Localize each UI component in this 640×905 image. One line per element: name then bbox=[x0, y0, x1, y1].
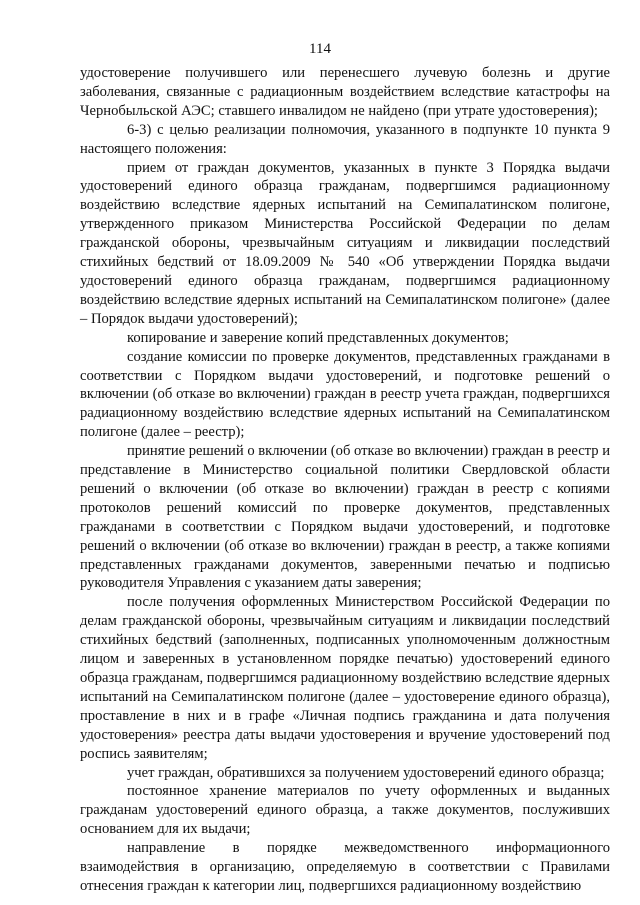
paragraph-document-intake: прием от граждан документов, указанных в пункте 3 Порядка выдачи удостоверений единого образца гражданам, подвергшимся радиационному воздействию вследствие ядерных испытаний на Семипалатинском полигоне, утвержденного приказом Министерства Российской Федерации по делам гражданской обороны, чрезвычайным ситуациям и ликвидации последствий стихийных бедствий от 18.09.2009 № 540 «Об утверждении Порядка выдачи удостоверений единого образца гражданам, подвергшимся радиационному воздействию вследствие ядерных испытаний на Семипалатинском полигоне» (далее – Порядок выдачи удостоверений); bbox=[80, 159, 610, 327]
document-body bbox=[80, 64, 610, 896]
paragraph-storage: постоянное хранение материалов по учету оформленных и выданных гражданам удостоверений единого образца, а также документов, послуживших основанием для их выдачи; bbox=[80, 783, 610, 838]
paragraph-copy-certification: копирование и заверение копий представленных документов; bbox=[127, 329, 509, 346]
page-number: 114 bbox=[309, 41, 331, 57]
paragraph-commission: создание комиссии по проверке документов, представленных гражданами в соответствии с Порядком выдачи удостоверений, и подготовке решений о включении (об отказе во включении) граждан в реестр учета граждан, подвергшихся радиационному воздействию вследствие ядерных испытаний на Семипалатинском полигоне (далее – реестр); bbox=[80, 348, 610, 441]
paragraph-decisions: принятие решений о включении (об отказе во включении) граждан в реестр и представление в Министерство социальной политики Свердловской области решений о включении (об отказе во включении) граждан в реестр с копиями протоколов решений комиссий по проверке документов, представленных гражданами в соответствии с Порядком выдачи удостоверений, и подготовке решений о включении (об отказе во включении) граждан в реестр, а также копиями представленных гражданами документов, заверенными печатью и подписью руководителя Управления с указанием даты заверения; bbox=[80, 443, 610, 592]
paragraph-continuation: удостоверение получившего или перенесшего лучевую болезнь и другие заболевания, связанные с радиационным воздействием вследствие катастрофы на Чернобыльской АЭС; ставшего инвалидом не найдено (при утрате удостоверения); bbox=[80, 65, 610, 119]
paragraph-6-3: 6-3) с целью реализации полномочия, указанного в подпункте 10 пункта 9 настоящего положения: bbox=[80, 121, 610, 157]
paragraph-accounting: учет граждан, обратившихся за получением удостоверений единого образца; bbox=[127, 764, 605, 781]
paragraph-interagency: направление в порядке межведомственного информационного взаимодействия в организацию, определяемую в соответствии с Правилами отнесения граждан к категории лиц, подвергшихся радиационному воздействию bbox=[80, 840, 610, 894]
paragraph-issuance: после получения оформленных Министерством Российской Федерации по делам гражданской обороны, чрезвычайным ситуациям и ликвидации последствий стихийных бедствий (заполненных, подписанных уполномоченным должностным лицом и заверенных в установленном порядке печатью) удостоверений единого образца гражданам, подвергшимся радиационному воздействию вследствие ядерных испытаний на Семипалатинском полигоне (далее – удостоверение единого образца), проставление в них и в графе «Личная подпись гражданина и дата получения удостоверения» реестра даты выдачи удостоверения и вручение удостоверений под роспись заявителям; bbox=[80, 594, 610, 762]
